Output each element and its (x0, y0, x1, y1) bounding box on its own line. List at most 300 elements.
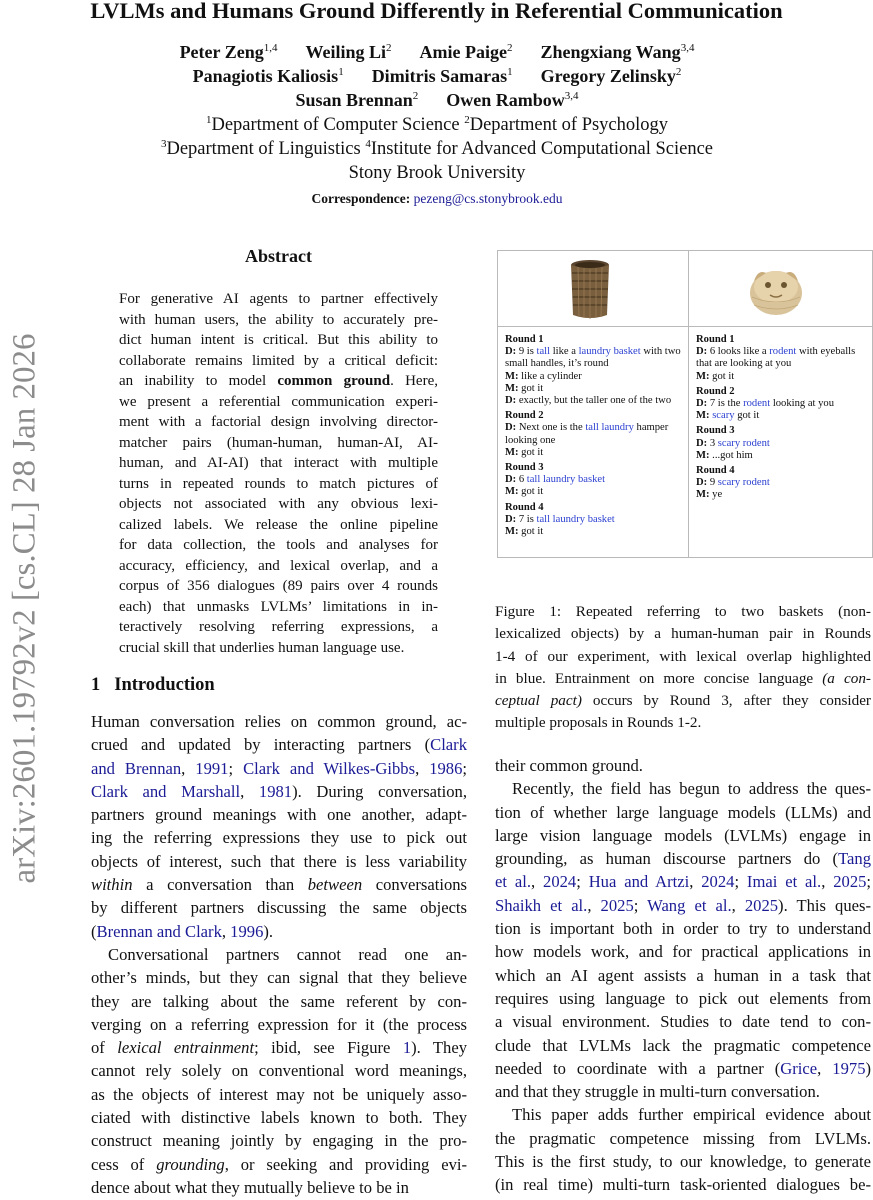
round-label: Round 3 (696, 425, 735, 437)
round-label: Round 4 (505, 501, 544, 513)
round-label: Round 3 (505, 462, 544, 474)
text-line (495, 1080, 871, 1103)
text-line (119, 351, 438, 372)
citation-link[interactable]: Hua and Artzi (588, 872, 690, 892)
text-span: , (240, 781, 259, 801)
text-span: which an AI agent assists a human in a task that (495, 965, 871, 985)
text-line (119, 433, 438, 454)
highlighted-term: tall laundry (585, 422, 634, 434)
citation-link[interactable]: Clark and Marshall (91, 781, 241, 801)
right-column-text (495, 754, 871, 1197)
text-span: got it (518, 526, 544, 538)
text-span: M: (505, 446, 519, 458)
text-span: M: (505, 370, 519, 382)
text-span: with eyeballs (796, 346, 856, 358)
correspondence-label: Correspondence: (311, 191, 411, 206)
text-span: looking at you (770, 398, 835, 410)
citation-link[interactable]: 2025 (833, 872, 867, 892)
dialogue-line (505, 486, 685, 498)
text-line (119, 330, 438, 351)
text-span: , (530, 872, 544, 892)
text-span: objects of interest, such that there is less variability (91, 851, 467, 871)
text-line (495, 847, 871, 870)
text-span: , (731, 895, 745, 915)
text-span: ; (734, 872, 747, 892)
text-span: . Here, (390, 373, 438, 389)
author-name: Peter Zeng (179, 42, 264, 62)
text-span: between (307, 875, 363, 895)
dialogue-line (696, 438, 873, 450)
text-line (91, 943, 467, 966)
round-label: Round 4 (696, 465, 735, 477)
text-span: D: (696, 398, 708, 410)
citation-link[interactable]: and Brennan (91, 758, 182, 778)
citation-link[interactable]: 2025 (744, 895, 779, 915)
text-line (119, 371, 438, 392)
text-line (495, 894, 871, 917)
text-line (91, 1059, 467, 1082)
text-line (495, 1034, 871, 1057)
text-span: tion of whether large language models (LLMs) and (495, 802, 871, 822)
text-span: by different partners discussing the same objects (91, 898, 467, 918)
text-line (495, 917, 871, 940)
caption-line (495, 668, 871, 690)
text-span: This is the first study, to our knowledge, to generate (495, 1152, 871, 1172)
highlighted-term: scary rodent (717, 437, 770, 449)
text-line (91, 1106, 467, 1129)
highlighted-term: rodent (743, 398, 771, 410)
dialogue-line (505, 371, 685, 383)
dialogue-line (505, 435, 685, 447)
citation-link[interactable]: 2025 (600, 895, 634, 915)
text-span: D: (505, 513, 517, 525)
text-span: small handles, it’s round (505, 358, 609, 370)
affiliation-mark: 2 (464, 114, 470, 126)
citation-link[interactable]: Imai et al. (746, 872, 822, 892)
text-span: occurs by Round 3, after they consider (581, 692, 871, 710)
text-span: that are looking at you (696, 358, 792, 370)
text-span: got it (518, 486, 544, 498)
text-span: calized labels. We release the online pipeline (119, 516, 438, 533)
text-span: , or seeking and providing evi- (224, 1154, 468, 1174)
author-affiliation-mark: 1 (507, 66, 513, 78)
affiliation-line (0, 162, 873, 184)
citation-link[interactable]: 1996 (230, 921, 264, 941)
text-span: 7 is (516, 513, 537, 525)
text-span: their common ground. (495, 756, 643, 775)
text-line (91, 803, 467, 826)
text-span: , (689, 872, 702, 892)
text-span: like a (550, 346, 579, 358)
citation-link[interactable]: 1981 (258, 781, 293, 801)
text-line (119, 453, 438, 474)
affiliation-name: Department of Psychology (469, 115, 669, 136)
text-line (119, 289, 438, 310)
author-name: Panagiotis Kaliosis (192, 66, 339, 86)
abstract-text (119, 289, 438, 658)
citation-link[interactable]: 1 (402, 1038, 412, 1058)
text-span: Figure 1: Repeated referring to two baskets (non- (495, 603, 871, 620)
text-span: other’s minds, but they can signal that they believe (91, 968, 467, 988)
text-span: , (821, 872, 834, 892)
dialogue-line (505, 383, 685, 395)
text-span: lexicalized objects) by a human-human pair in Rounds (495, 625, 871, 643)
author (541, 66, 682, 86)
text-span: D: (696, 346, 708, 358)
text-line (495, 754, 871, 777)
highlighted-term: tall (536, 346, 551, 358)
column-divider (688, 251, 689, 557)
text-line (91, 850, 467, 873)
text-line (91, 1176, 467, 1199)
dialogue-line (505, 447, 685, 459)
citation-link[interactable]: Clark and Wilkes-Gibbs (243, 758, 416, 778)
author-name: Weiling Li (305, 42, 386, 62)
text-span: ). They (411, 1038, 467, 1058)
text-span: as the objects of interest may not be uniquely asso- (91, 1084, 467, 1104)
text-line (119, 576, 438, 597)
text-line (91, 920, 467, 943)
author-name: Amie Paige (419, 42, 507, 62)
round-label: Round 2 (505, 410, 544, 422)
text-line (91, 733, 467, 756)
text-line (91, 1129, 467, 1152)
text-span: 9 is (516, 346, 537, 358)
text-line (495, 1057, 871, 1080)
text-span: partners ground meanings with one another, adapt- (91, 805, 467, 825)
author-name: Susan Brennan (295, 90, 413, 110)
text-line (495, 777, 871, 800)
text-span: requires using language to pick out elements from (495, 988, 871, 1008)
figure-1 (497, 250, 873, 558)
text-span: with human users, the ability to accurately pre- (119, 311, 438, 328)
text-span: clude that LVLMs lack the pragmatic competence (495, 1035, 871, 1055)
dialogue-line (505, 346, 685, 358)
text-span: for data collection, the tools and analyses for (119, 537, 438, 553)
text-span: Conversational partners cannot read one an- (108, 944, 467, 964)
text-span: , (181, 758, 196, 778)
text-span: in blue. Entrainment on more concise language (495, 669, 823, 687)
affiliation-name: Stony Brook University (348, 163, 526, 184)
text-span: crued and updated by interacting partners ( (91, 735, 431, 755)
text-span: corpus of 356 dialogues (89 pairs over 4 rounds (119, 578, 438, 594)
caption-line (495, 601, 871, 623)
text-span: got it (734, 410, 760, 422)
author-affiliation-mark: 1,4 (263, 42, 278, 54)
text-span: how models work, and for practical applications in (495, 942, 871, 962)
text-span: D: (505, 395, 517, 407)
citation-link[interactable]: Clark (430, 735, 467, 755)
section-number: 1 (91, 675, 101, 695)
abstract-heading: Abstract (245, 246, 312, 266)
author (296, 90, 419, 110)
text-span: needed to coordinate with a partner ( (495, 1058, 781, 1078)
text-span: (in real time) multi-turn task-oriented dialogues be- (495, 1175, 871, 1195)
author-name: Gregory Zelinsky (540, 66, 676, 86)
text-span: tion is important both in order to try to understand (495, 919, 871, 939)
text-span: (a con- (822, 669, 871, 687)
author-affiliation-mark: 2 (385, 42, 392, 54)
author (180, 42, 278, 62)
text-line (91, 966, 467, 989)
text-line (119, 474, 438, 495)
text-span: D: (505, 422, 517, 434)
text-line (495, 1127, 871, 1150)
text-span: Recently, the field has begun to address the ques- (512, 779, 871, 799)
highlighted-term: rodent (769, 346, 797, 358)
text-span: ). This ques- (778, 895, 871, 915)
text-span: objects not associated with any obvious lexi- (119, 496, 438, 512)
caption-line (495, 623, 871, 645)
arxiv-stamp: arXiv:2601.19792v2 [cs.CL] 28 Jan 2026 (6, 333, 43, 884)
text-span: ; ibid, see Figure (254, 1038, 403, 1058)
text-span: lexical entrainment (117, 1038, 255, 1058)
text-span: ( (91, 921, 97, 941)
text-line (495, 987, 871, 1010)
text-span: got it (709, 370, 735, 382)
affiliation-line (0, 114, 873, 136)
text-span: ; (462, 758, 467, 778)
text-span: D: (696, 477, 708, 489)
author-affiliation-mark: 1 (338, 66, 344, 78)
text-span: Human conversation relies on common ground, ac- (91, 712, 467, 731)
dialogue-right (696, 334, 873, 502)
text-span: , (221, 921, 231, 941)
text-span: cannot rely solely on conventional word meanings, (91, 1061, 467, 1081)
text-span: ; (866, 872, 872, 892)
highlighted-term: tall laundry basket (536, 513, 615, 525)
text-span: accuracy, efficiency, and lexical overlap, and a (119, 557, 438, 574)
text-span: ment with a factorial design involving director- (119, 414, 438, 430)
author (540, 42, 694, 62)
citation-link[interactable]: 1986 (429, 758, 463, 778)
round-label: Round 1 (505, 334, 544, 345)
author (305, 42, 391, 62)
round-label: Round 2 (696, 385, 735, 397)
text-line (119, 597, 438, 618)
rodent-basket-image (746, 261, 806, 317)
dialogue-line (696, 346, 873, 358)
author-row (0, 66, 873, 87)
text-line (119, 310, 438, 331)
text-span: ). During conversation, (292, 781, 468, 801)
dialogue-line (505, 514, 685, 526)
text-span: grounding (156, 1154, 225, 1174)
dialogue-left (505, 334, 685, 538)
text-span: dence about what they mutually believe to be in (91, 1177, 409, 1197)
text-span: 1-4 of our experiment, with lexical overlap highlighted (495, 647, 871, 665)
author (419, 42, 512, 62)
text-line (119, 617, 438, 638)
text-span: a conversation than (132, 875, 308, 895)
text-span: cess of (91, 1154, 157, 1174)
text-span: construct meaning jointly by engaging in the pro- (91, 1131, 467, 1151)
text-line (495, 940, 871, 963)
citation-link[interactable]: Tang (838, 849, 871, 869)
text-line (119, 494, 438, 515)
dialogue-line (505, 526, 685, 538)
text-line (91, 1013, 467, 1036)
email-link[interactable]: pezeng@cs.stonybrook.edu (413, 191, 563, 206)
text-line (119, 638, 438, 659)
text-span: D: (505, 346, 517, 358)
text-span: ing the referring expressions they use to pick out (91, 828, 467, 848)
text-span: each) that unmasks LVLMs’ limitations in in- (119, 598, 438, 615)
text-line (91, 896, 467, 919)
author-affiliation-mark: 2 (506, 42, 513, 54)
text-line (91, 990, 467, 1013)
text-span: verging on a referring expression for it (the process (91, 1014, 467, 1034)
text-span: got it (518, 382, 544, 394)
text-line (495, 1173, 871, 1196)
text-span: we present a referential communication experi- (119, 393, 438, 410)
section-heading (91, 675, 215, 696)
text-line (91, 873, 467, 896)
text-span: grounding, as human discourse partners do ( (495, 849, 839, 869)
text-span: ciated with distinctive labels known to both. They (91, 1108, 467, 1128)
dialogue-line (505, 395, 685, 407)
text-span: D: (505, 474, 517, 486)
text-span: multiple proposals in Rounds 1-2. (495, 714, 702, 732)
text-span: and that they struggle in multi-turn conversation. (495, 1082, 820, 1102)
text-span: 3 (707, 437, 718, 449)
citation-link[interactable]: 2024 (701, 872, 735, 892)
text-span: 9 (707, 477, 718, 489)
round-label: Round 1 (696, 334, 735, 345)
caption-line (495, 646, 871, 668)
citation-link[interactable]: 1975 (832, 1058, 866, 1078)
citation-link[interactable]: 1991 (195, 758, 229, 778)
caption-line (495, 712, 871, 734)
text-line (91, 710, 467, 733)
text-span: M: (505, 382, 519, 394)
highlighted-term: scary rodent (717, 477, 770, 489)
text-span: ; (633, 895, 648, 915)
affiliation-mark: 4 (365, 138, 371, 150)
text-span: large vision language models (LVLMs) engage in (495, 825, 871, 845)
author-affiliation-mark: 3,4 (680, 42, 695, 54)
text-line (119, 556, 438, 577)
text-span: M: (696, 370, 710, 382)
basket-image (564, 257, 616, 321)
text-span: , (817, 1058, 833, 1078)
introduction-text (91, 710, 467, 1199)
text-span: ye (709, 489, 723, 501)
text-span: with two (640, 346, 681, 358)
citation-link[interactable]: Shaikh et al. (495, 895, 588, 915)
text-line (495, 964, 871, 987)
text-span: a visual environment. Studies to date tend to con- (495, 1012, 871, 1032)
text-span: collaborate remains limited by a critical deficit: (119, 352, 438, 369)
text-span: ...got him (709, 449, 753, 461)
affiliation-mark: 3 (160, 138, 167, 150)
author-name: Owen Rambow (446, 90, 565, 110)
citation-link[interactable]: Wang et al. (647, 895, 732, 915)
affiliation-line (0, 138, 873, 160)
dialogue-line (696, 450, 873, 462)
text-line (91, 826, 467, 849)
correspondence (0, 191, 873, 207)
text-span: D: (696, 437, 708, 449)
text-span: M: (505, 526, 519, 538)
author (372, 66, 513, 86)
text-span: like a cylinder (518, 370, 582, 382)
text-span: within (91, 875, 133, 895)
citation-link[interactable]: Brennan and Clark (96, 921, 222, 941)
text-span: M: (696, 489, 710, 501)
text-line (495, 1103, 871, 1126)
author-name: Zhengxiang Wang (540, 42, 681, 62)
citation-link[interactable]: et al. (495, 872, 531, 892)
affiliation-name: Institute for Advanced Computational Science (370, 139, 713, 160)
affiliation-name: Department of Computer Science (211, 115, 465, 136)
author-row (0, 90, 873, 111)
text-line (495, 824, 871, 847)
text-span: turns in repeated rounds to match pictures of (119, 475, 438, 492)
text-line (119, 412, 438, 433)
text-line (91, 1036, 467, 1059)
text-span: M: (696, 410, 710, 422)
dialogue-line (696, 477, 873, 489)
text-span: ; (228, 758, 244, 778)
text-span: matcher pairs (human-human, human-AI, AI- (119, 434, 438, 451)
text-line (119, 535, 438, 556)
text-span: looking one (505, 434, 556, 446)
text-span: For generative AI agents to partner effectively (119, 291, 438, 307)
caption-line (495, 690, 871, 712)
text-span: exactly, but the taller one of the two (516, 395, 672, 407)
text-span: M: (505, 486, 519, 498)
author-name: Dimitris Samaras (371, 66, 508, 86)
dialogue-line (696, 358, 873, 370)
dialogue-line (505, 422, 685, 434)
text-line (91, 780, 467, 803)
highlighted-term: scary (712, 410, 735, 422)
text-span: crucial skill that underlies human language use. (119, 639, 405, 656)
text-line (91, 1083, 467, 1106)
text-span: they are talking about the same referent by con- (91, 991, 467, 1011)
text-span: common ground (277, 373, 391, 389)
text-span: 7 is the (707, 398, 744, 410)
text-line (91, 1153, 467, 1176)
dialogue-line (696, 398, 873, 410)
text-span: ; (576, 872, 589, 892)
author (193, 66, 344, 86)
text-line (119, 392, 438, 413)
text-line (495, 1010, 871, 1033)
citation-link[interactable]: Grice (780, 1058, 818, 1078)
dialogue-line (505, 474, 685, 486)
dialogue-line (696, 371, 873, 383)
highlighted-term: laundry basket (578, 346, 641, 358)
author-affiliation-mark: 3,4 (564, 90, 579, 102)
highlighted-term: tall laundry basket (526, 474, 606, 486)
text-span: teractively resolving referring expressions, a (119, 619, 438, 635)
text-span: ceptual pact) (495, 692, 582, 710)
text-span: ) (865, 1058, 872, 1078)
text-span: human, and AI-AI) that interact with multiple (119, 455, 438, 471)
text-span: M: (696, 449, 710, 461)
paper-title: LVLMs and Humans Ground Differently in Referential Communication (90, 0, 783, 23)
text-span: Next one is the (516, 422, 586, 434)
citation-link[interactable]: 2024 (543, 872, 577, 892)
affiliation-mark: 1 (205, 114, 212, 126)
text-span: dict human intent is critical. But this ability to (119, 332, 438, 348)
row-divider (498, 326, 872, 327)
figure-caption (495, 601, 871, 735)
dialogue-line (696, 489, 873, 501)
text-span: ). (263, 921, 274, 941)
